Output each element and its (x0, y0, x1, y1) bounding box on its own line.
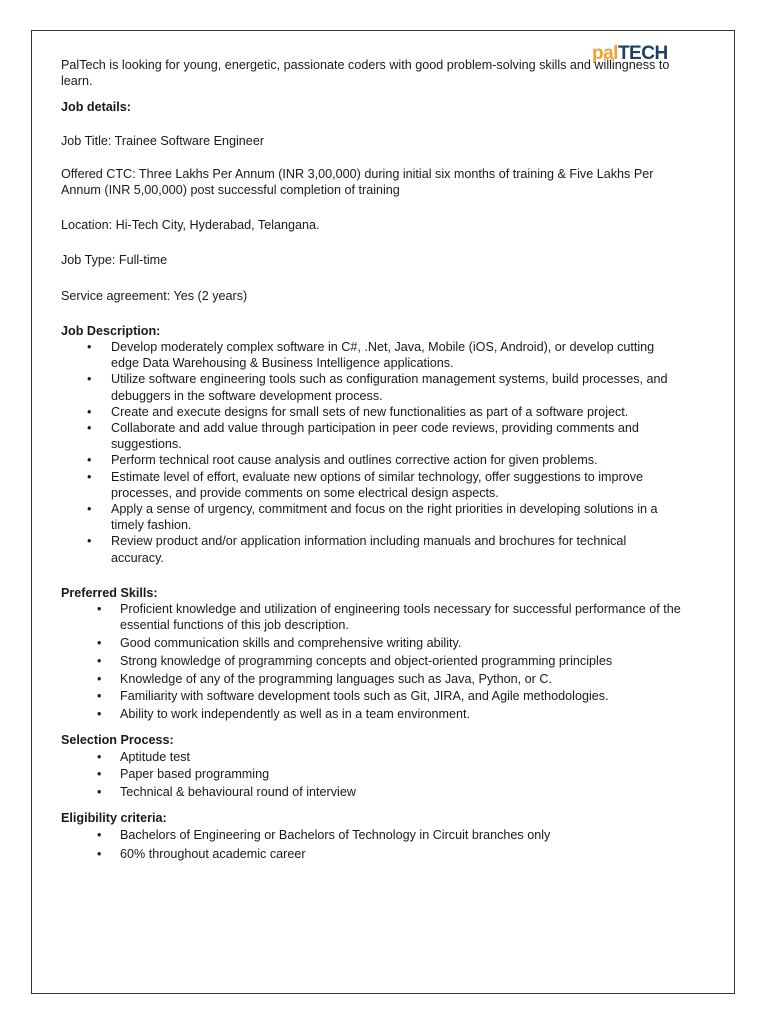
list-item (61, 827, 681, 843)
job-details-heading: Job details: (61, 100, 131, 115)
list-item (61, 706, 681, 722)
list-item-text: Proficient knowledge and utilization of engineering tools necessary for successful performance of the essential functions of this job description. (120, 602, 681, 633)
list-item (61, 671, 681, 687)
list-item (61, 635, 681, 651)
list-item (61, 501, 681, 533)
list-item-text: Knowledge of any of the programming languages such as Java, Python, or C. (120, 671, 552, 686)
bullet-icon: • (87, 421, 92, 436)
bullet-icon: • (87, 469, 92, 484)
bullet-icon: • (97, 749, 102, 764)
list-item (61, 404, 681, 420)
list-item-text: Familiarity with software development tools such as Git, JIRA, and Agile methodologies. (120, 689, 609, 704)
list-item-text: Develop moderately complex software in C#, .Net, Java, Mobile (iOS, Android), or develop cutting edge Data Warehousing & Business Intelligence applications. (111, 340, 655, 371)
service-agreement: Service agreement: Yes (2 years) (61, 288, 248, 303)
preferred-skills-list (61, 601, 681, 722)
list-item (61, 601, 681, 633)
job-title: Job Title: Trainee Software Engineer (61, 133, 265, 148)
intro-paragraph: PalTech is looking for young, energetic, passionate coders with good problem-solving skills and willingness to learn. (61, 58, 670, 89)
document-content (61, 57, 681, 864)
list-item (61, 339, 681, 371)
bullet-icon: • (97, 846, 102, 861)
logo-part-tech: TECH (617, 43, 668, 64)
bullet-icon: • (87, 340, 92, 355)
list-item-text: Utilize software engineering tools such as configuration management systems, build processes, and debuggers in the software development process. (111, 372, 668, 403)
preferred-skills-heading: Preferred Skills: (61, 585, 158, 600)
job-description-heading: Job Description: (61, 323, 161, 338)
list-item-text: Ability to work independently as well as in a team environment. (120, 707, 471, 722)
list-item-text: Create and execute designs for small sets of new functionalities as part of a software project. (111, 404, 629, 419)
bullet-icon: • (87, 534, 92, 549)
list-item-text: Bachelors of Engineering or Bachelors of Technology in Circuit branches only (120, 827, 551, 842)
list-item (61, 784, 681, 800)
list-item (61, 688, 681, 704)
list-item (61, 371, 681, 403)
bullet-icon: • (87, 404, 92, 419)
bullet-icon: • (97, 671, 102, 686)
list-item-text: Perform technical root cause analysis and outlines corrective action for given problems. (111, 453, 598, 468)
job-description-list (61, 339, 681, 566)
bullet-icon: • (97, 767, 102, 782)
location: Location: Hi-Tech City, Hyderabad, Telangana. (61, 218, 320, 233)
bullet-icon: • (97, 653, 102, 668)
list-item-text: Strong knowledge of programming concepts and object-oriented programming principles (120, 653, 613, 668)
list-item-text: Collaborate and add value through participation in peer code reviews, providing comments and suggestions. (111, 421, 639, 452)
bullet-icon: • (97, 602, 102, 617)
list-item (61, 766, 681, 782)
bullet-icon: • (97, 785, 102, 800)
bullet-icon: • (97, 707, 102, 722)
list-item (61, 469, 681, 501)
list-item (61, 420, 681, 452)
list-item-text: Estimate level of effort, evaluate new options of similar technology, offer suggestions to improve processes, and provide comments on some electrical design aspects. (111, 469, 644, 500)
job-type: Job Type: Full-time (61, 253, 168, 268)
list-item (61, 452, 681, 468)
list-item-text: Paper based programming (120, 767, 270, 782)
list-item-text: Technical & behavioural round of interview (120, 785, 356, 800)
bullet-icon: • (97, 689, 102, 704)
list-item (61, 846, 681, 862)
eligibility-heading: Eligibility criteria: (61, 811, 167, 826)
logo-part-pal: pal (592, 43, 618, 64)
list-item-text: Review product and/or application information including manuals and brochures for technical accuracy. (111, 534, 627, 565)
list-item (61, 533, 681, 565)
list-item (61, 749, 681, 765)
selection-process-list (61, 749, 681, 801)
list-item-text: Good communication skills and comprehensive writing ability. (120, 636, 462, 651)
bullet-icon: • (87, 502, 92, 517)
list-item-text: Aptitude test (120, 749, 191, 764)
selection-process-heading: Selection Process: (61, 733, 174, 748)
bullet-icon: • (87, 453, 92, 468)
bullet-icon: • (97, 827, 102, 842)
list-item-text: 60% throughout academic career (120, 846, 306, 861)
bullet-icon: • (87, 372, 92, 387)
list-item-text: Apply a sense of urgency, commitment and focus on the right priorities in developing solutions in a timely fashion. (111, 502, 658, 533)
eligibility-list (61, 827, 681, 862)
list-item (61, 653, 681, 669)
bullet-icon: • (97, 636, 102, 651)
offered-ctc: Offered CTC: Three Lakhs Per Annum (INR 3,00,000) during initial six months of training & Five Lakhs Per Annum (INR 5,00,000) post successful completion of training (61, 166, 654, 198)
